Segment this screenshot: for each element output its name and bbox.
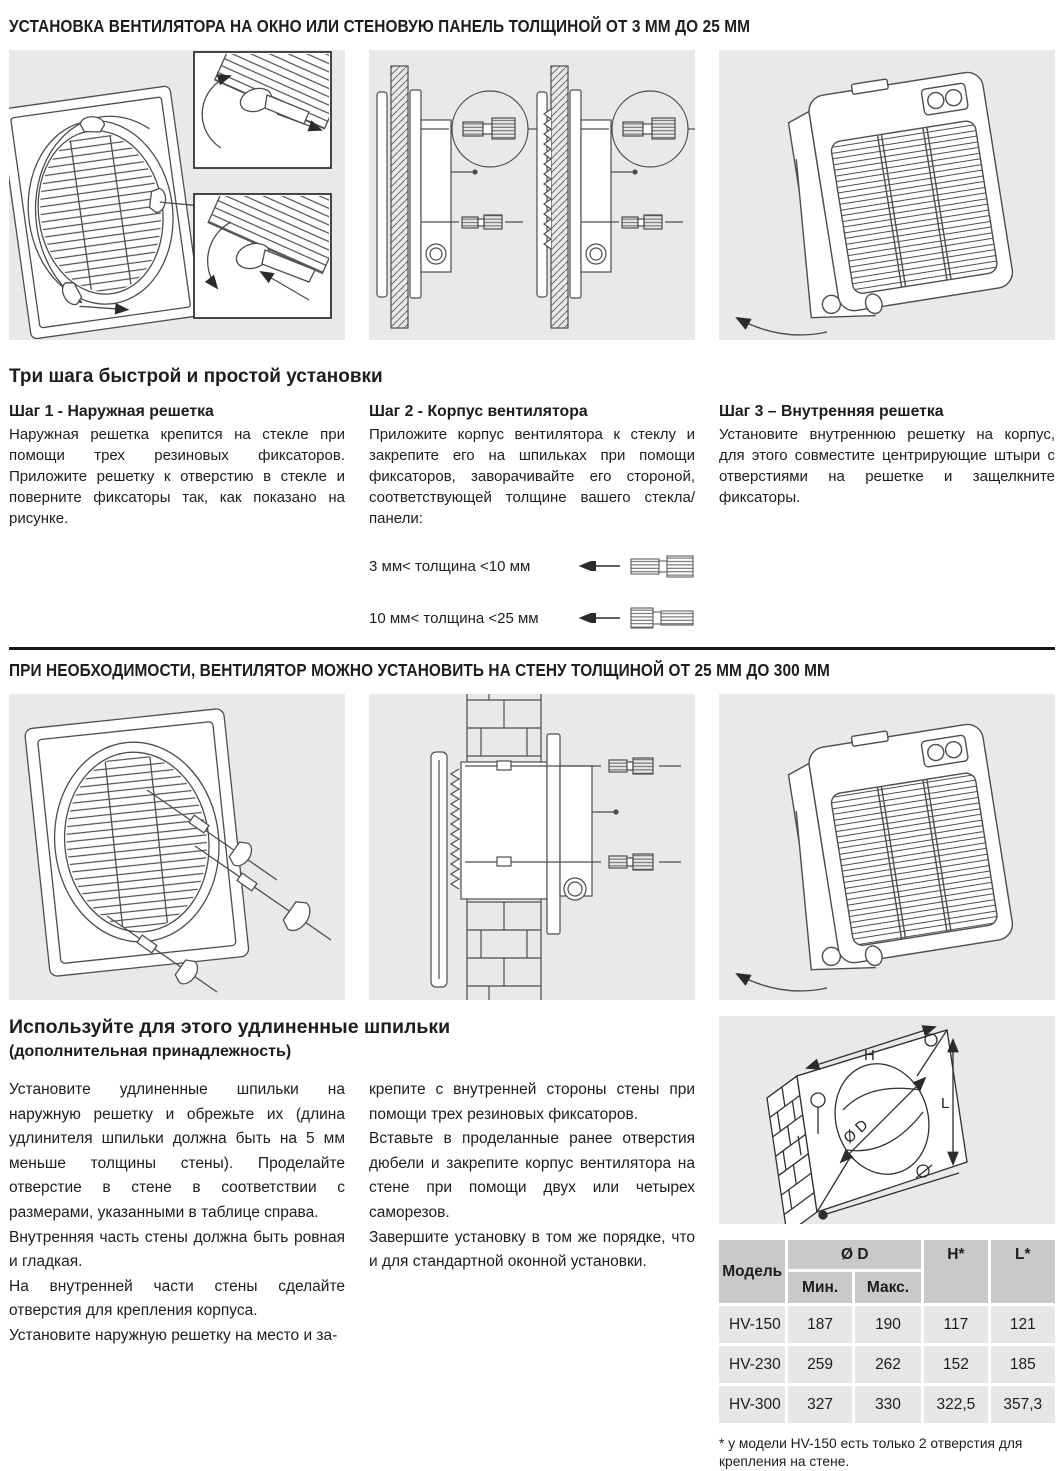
col-header-model: Модель — [719, 1240, 785, 1303]
h-cell: 152 — [924, 1346, 987, 1383]
step-3-title: Шаг 3 – Внутренняя решетка — [719, 403, 944, 420]
model-cell: HV-230 — [719, 1346, 785, 1383]
paragraph: Внутренняя часть стены должна быть ровная и гладкая. — [9, 1228, 345, 1271]
model-cell: HV-300 — [719, 1386, 785, 1423]
max-cell: 330 — [855, 1386, 921, 1423]
table-row — [719, 1346, 1055, 1383]
l-cell: 121 — [991, 1306, 1055, 1343]
max-cell: 262 — [855, 1346, 921, 1383]
grille-long-studs-illustration — [9, 694, 345, 1000]
col-header-min: Мин. — [788, 1272, 851, 1303]
bottom-right — [719, 1016, 1055, 1471]
l-cell: 357,3 — [991, 1386, 1055, 1423]
h-cell: 117 — [924, 1306, 987, 1343]
paragraph: крепите с внутренней стороны стены при помощи трех резиновых фиксаторов. — [369, 1081, 695, 1123]
section1-subtitle: Три шага быстрой и простой установки — [9, 366, 383, 387]
section1-illustrations — [9, 50, 1055, 340]
model-cell: HV-150 — [719, 1306, 785, 1343]
table-row — [719, 1306, 1055, 1343]
section2-subtitle: Используйте для этого удлиненные шпильки — [9, 1016, 451, 1038]
fixator-icon-thin-glass — [629, 553, 695, 579]
bottom-section — [9, 1016, 1055, 1471]
installation-steps — [9, 403, 1055, 633]
table-row — [719, 1386, 1055, 1423]
section1-title: УСТАНОВКА ВЕНТИЛЯТОРА НА ОКНО ИЛИ СТЕНОВУЮ ПАНЕЛЬ ТОЛЩИНОЙ ОТ 3 ММ ДО 25 ММ — [9, 16, 751, 36]
paragraph: На внутренней части стены сделайте отверстия для крепления корпуса. — [9, 1277, 345, 1320]
paragraph: Завершите установку в том же порядке, что и для стандартной оконной установки. — [369, 1228, 695, 1271]
assembled-fan-illustration — [719, 694, 1055, 1000]
step-2 — [369, 403, 695, 633]
thickness-option-1 — [369, 551, 695, 581]
section2-subtitle-note: (дополнительная принадлежность) — [9, 1043, 292, 1060]
step-3 — [719, 403, 1055, 633]
paragraph: Установите наружную решетку на место и за- — [9, 1326, 338, 1344]
dimension-l-label: L — [941, 1095, 950, 1112]
h-cell: 322,5 — [924, 1386, 987, 1423]
step-1-body: Наружная решетка крепится на стекле при помощи трех резиновых фиксаторов. Приложите решетку к отверстию в стекле и поверните фиксаторы так, как показано на рисунке. — [9, 426, 345, 527]
table-footnote: * у модели HV-150 есть только 2 отверстия для крепления на стене. — [719, 1436, 1023, 1469]
section-divider — [9, 647, 1055, 650]
wall-dimensions-diagram — [719, 1016, 1055, 1224]
step-2-title: Шаг 2 - Корпус вентилятора — [369, 403, 588, 420]
step-1 — [9, 403, 345, 633]
col-header-max: Макс. — [855, 1272, 921, 1303]
col-header-diameter: Ø D — [788, 1240, 921, 1269]
instruction-column-1 — [9, 1078, 345, 1349]
assembled-fan-illustration — [719, 50, 1055, 340]
col-header-h: H* — [924, 1240, 987, 1303]
glass-mount-side-view-illustration — [369, 50, 695, 340]
paragraph: Установите удлиненные шпильки на наружную решетку и обрежьте их (длина удлинителя шпильки должна быть на 5 мм меньше толщины стены). Проделайте отверстие в стене в соответствии с размерами, указанными в таблице справа. — [9, 1081, 345, 1221]
fixator-icon-thick-glass — [629, 605, 695, 631]
step-1-title: Шаг 1 - Наружная решетка — [9, 403, 214, 420]
instruction-column-2 — [369, 1078, 695, 1349]
thickness-option-2-label: 10 мм< толщина <25 мм — [369, 609, 539, 627]
max-cell: 190 — [855, 1306, 921, 1343]
l-cell: 185 — [991, 1346, 1055, 1383]
section2-title: ПРИ НЕОБХОДИМОСТИ, ВЕНТИЛЯТОР МОЖНО УСТАНОВИТЬ НА СТЕНУ ТОЛЩИНОЙ ОТ 25 ММ ДО 300 ММ — [9, 660, 830, 680]
dimension-d-label: Ø D — [840, 1116, 872, 1147]
thickness-option-1-label: 3 мм< толщина <10 мм — [369, 557, 531, 575]
dimension-table — [716, 1237, 1058, 1426]
thickness-option-2 — [369, 603, 695, 633]
section2-illustrations — [9, 694, 1055, 1000]
paragraph: Вставьте в проделанные ранее отверстия дюбели и закрепите корпус вентилятора на стене при помощи двух или четырех саморезов. — [369, 1130, 695, 1221]
fixator-rotation-inset-top — [194, 50, 345, 168]
dimension-h-label: H — [864, 1047, 875, 1064]
outer-grille-illustration — [9, 50, 345, 340]
left-arrow-icon — [575, 561, 621, 571]
min-cell: 259 — [788, 1346, 851, 1383]
fixator-rotation-inset-bottom — [194, 145, 345, 318]
instruction-columns — [9, 1078, 695, 1349]
bottom-left — [9, 1016, 695, 1471]
min-cell: 327 — [788, 1386, 851, 1423]
min-cell: 187 — [788, 1306, 851, 1343]
col-header-l: L* — [991, 1240, 1055, 1303]
step-3-body: Установите внутреннюю решетку на корпус, для этого совместите центрирующие штыри с отверстиями на решетке и защелкните фиксаторы. — [719, 426, 1055, 506]
step-2-body: Приложите корпус вентилятора к стеклу и закрепите его на шпильках при помощи фиксаторов, заворачивайте его стороной, соответствующей толщине вашего стекла/панели: — [369, 426, 695, 527]
left-arrow-icon — [575, 613, 621, 623]
wall-mount-side-view-illustration — [369, 694, 695, 1000]
